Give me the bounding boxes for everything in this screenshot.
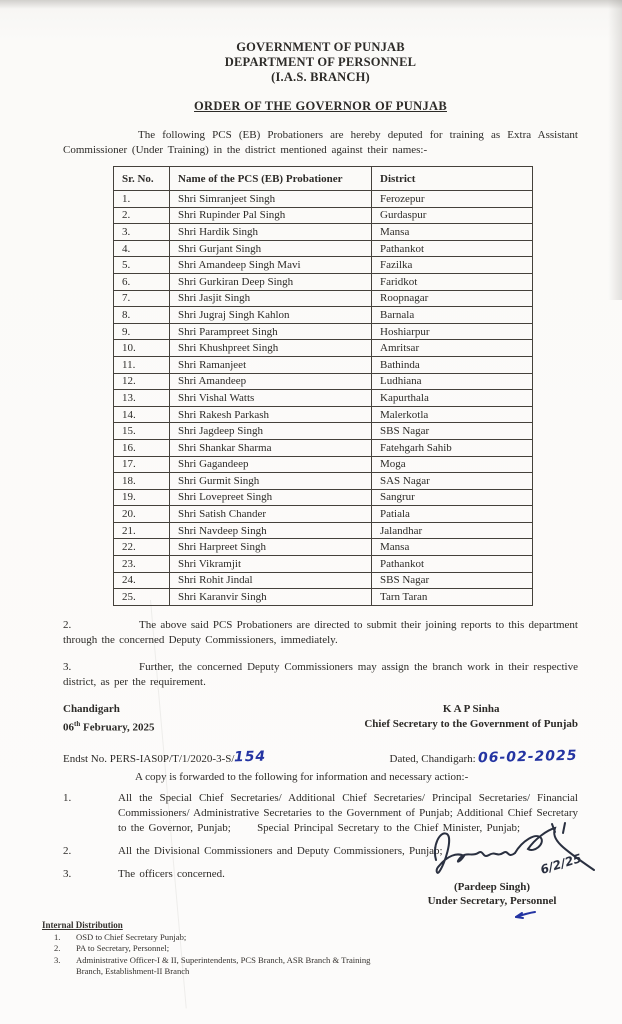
cell-district: Roopnagar <box>372 290 533 307</box>
dated-handwritten: 06-02-2025 <box>478 747 579 766</box>
letterhead <box>63 40 578 85</box>
cell-name: Shri Rakesh Parkash <box>170 406 372 423</box>
table-row <box>114 207 533 224</box>
internal-item <box>42 932 382 944</box>
cell-district: Tarn Taran <box>372 589 533 606</box>
cell-district: Mansa <box>372 539 533 556</box>
table-row <box>114 456 533 473</box>
cell-district: Hoshiarpur <box>372 323 533 340</box>
cell-name: Shri Shankar Sharma <box>170 439 372 456</box>
cell-name: Shri Amandeep <box>170 373 372 390</box>
cell-district: SBS Nagar <box>372 423 533 440</box>
table-header-row <box>114 167 533 191</box>
internal-item <box>42 943 382 955</box>
cell-sr: 24. <box>114 572 170 589</box>
table-row <box>114 556 533 573</box>
cell-name: Shri Jasjit Singh <box>170 290 372 307</box>
letterhead-line-1: GOVERNMENT OF PUNJAB <box>236 40 405 54</box>
letterhead-line-2: DEPARTMENT OF PERSONNEL <box>224 55 417 69</box>
endorsement-number <box>63 750 267 766</box>
cell-sr: 17. <box>114 456 170 473</box>
intro-paragraph: The following PCS (EB) Probationers are hereby deputed for training as Extra Assistant Commissioner (Under Training) in the district mentioned against their names:- <box>63 129 578 156</box>
paragraph-text: The above said PCS Probationers are directed to submit their joining reports to this department through the concerned Deputy Commissioners, immediately. <box>63 618 578 646</box>
col-header-sr: Sr. No. <box>114 167 170 191</box>
cell-sr: 19. <box>114 489 170 506</box>
internal-item-text: OSD to Chief Secretary Punjab; <box>76 931 187 942</box>
signature-date-note: 6/2/25 <box>538 851 584 877</box>
internal-item-number: 3. <box>54 954 61 965</box>
table-row <box>114 473 533 490</box>
cell-district: Pathankot <box>372 556 533 573</box>
internal-item-number: 1. <box>54 931 61 942</box>
cell-name: Shri Gurmit Singh <box>170 473 372 490</box>
endst-number-handwritten: 154 <box>234 748 267 765</box>
probationers-table <box>113 166 533 606</box>
table-row <box>114 439 533 456</box>
copy-item-text: All the Divisional Commissioners and Deputy Commissioners, Punjab; <box>118 844 443 857</box>
cell-district: Barnala <box>372 307 533 324</box>
table-row <box>114 522 533 539</box>
internal-item <box>42 955 382 978</box>
signoff-place: Chandigarh <box>63 702 120 715</box>
place-date-block <box>63 702 154 736</box>
signatory-name: (Pardeep Singh) <box>453 881 531 893</box>
table-row <box>114 191 533 208</box>
cell-district: Ludhiana <box>372 373 533 390</box>
cell-sr: 7. <box>114 290 170 307</box>
cell-name: Shri Amandeep Singh Mavi <box>170 257 372 274</box>
table-row <box>114 539 533 556</box>
table-row <box>114 224 533 241</box>
cell-sr: 15. <box>114 423 170 440</box>
cell-sr: 21. <box>114 522 170 539</box>
cell-name: Shri Gurjant Singh <box>170 240 372 257</box>
cell-sr: 13. <box>114 390 170 407</box>
cell-district: Malerkotla <box>372 406 533 423</box>
table-row <box>114 307 533 324</box>
dated-block <box>389 747 579 766</box>
officer-block <box>364 702 578 736</box>
cell-name: Shri Parampreet Singh <box>170 323 372 340</box>
signature-block <box>362 820 622 921</box>
cell-district: Gurdaspur <box>372 207 533 224</box>
cell-sr: 2. <box>114 207 170 224</box>
cell-name: Shri Rupinder Pal Singh <box>170 207 372 224</box>
officer-title: Chief Secretary to the Government of Punjab <box>364 717 578 730</box>
cell-district: Mansa <box>372 224 533 241</box>
numbered-paragraph <box>63 618 578 648</box>
cell-name: Shri Hardik Singh <box>170 224 372 241</box>
col-header-name: Name of the PCS (EB) Probationer <box>170 167 372 191</box>
cell-name: Shri Jagdeep Singh <box>170 423 372 440</box>
copy-item-number: 2. <box>63 844 72 857</box>
table-row <box>114 572 533 589</box>
internal-item-number: 2. <box>54 943 61 953</box>
internal-distribution-title: Internal Distribution <box>42 920 123 930</box>
cell-sr: 18. <box>114 473 170 490</box>
cell-district: Sangrur <box>372 489 533 506</box>
copy-item-text: The officers concerned. <box>118 867 225 880</box>
signatory-title: Under Secretary, Personnel <box>427 895 557 907</box>
cell-sr: 9. <box>114 323 170 340</box>
cell-sr: 3. <box>114 224 170 241</box>
cell-sr: 12. <box>114 373 170 390</box>
cell-name: Shri Satish Chander <box>170 506 372 523</box>
cell-district: Pathankot <box>372 240 533 257</box>
cell-name: Shri Gurkiran Deep Singh <box>170 273 372 290</box>
cell-sr: 1. <box>114 191 170 208</box>
cell-sr: 20. <box>114 506 170 523</box>
cell-sr: 8. <box>114 307 170 324</box>
cell-district: Fatehgarh Sahib <box>372 439 533 456</box>
internal-item-text: Administrative Officer-I & II, Superintendents, PCS Branch, ASR Branch & Training Branch, Establishment-II Branch <box>76 954 371 976</box>
cell-name: Shri Lovepreet Singh <box>170 489 372 506</box>
cell-name: Shri Harpreet Singh <box>170 539 372 556</box>
order-title: ORDER OF THE GOVERNOR OF PUNJAB <box>194 99 447 113</box>
cell-name: Shri Khushpreet Singh <box>170 340 372 357</box>
table-row <box>114 240 533 257</box>
col-header-district: District <box>372 167 533 191</box>
cell-sr: 4. <box>114 240 170 257</box>
scan-smudge-top <box>0 0 622 9</box>
copy-item-text: All the Special Chief Secretaries/ Additional Chief Secretaries/ Principal Secretaries/ Financial Commissioners/ Administrative Secretaries to the Government of Punjab; Additional Chief Secretary to the Governor, Punjab; Special Principal Secretary to the Chief Minister, Punjab; <box>118 791 578 834</box>
internal-item-text: PA to Secretary, Personnel; <box>76 943 170 953</box>
cell-sr: 16. <box>114 439 170 456</box>
cell-sr: 11. <box>114 356 170 373</box>
table-row <box>114 506 533 523</box>
cell-district: Patiala <box>372 506 533 523</box>
cell-sr: 22. <box>114 539 170 556</box>
table-row <box>114 340 533 357</box>
cell-name: Shri Karanvir Singh <box>170 589 372 606</box>
numbered-paragraph <box>63 660 578 690</box>
signoff-block <box>63 702 578 736</box>
signature-scribble <box>422 820 612 886</box>
cell-name: Shri Vishal Watts <box>170 390 372 407</box>
cell-name: Shri Jugraj Singh Kahlon <box>170 307 372 324</box>
cell-district: SBS Nagar <box>372 572 533 589</box>
cell-name: Shri Gagandeep <box>170 456 372 473</box>
cell-district: Kapurthala <box>372 390 533 407</box>
cell-name: Shri Simranjeet Singh <box>170 191 372 208</box>
cell-district: Fazilka <box>372 257 533 274</box>
scan-smudge-right <box>608 0 622 300</box>
copy-item-number: 3. <box>63 867 72 880</box>
table-row <box>114 423 533 440</box>
cell-district: Jalandhar <box>372 522 533 539</box>
paragraph-number: 2. <box>63 618 72 631</box>
cell-sr: 5. <box>114 257 170 274</box>
officer-name: K A P Sinha <box>442 702 500 715</box>
arrow-mark-icon <box>512 909 538 921</box>
cell-sr: 25. <box>114 589 170 606</box>
copy-forwarded-line: A copy is forwarded to the following for information and necessary action:- <box>135 770 469 783</box>
table-row <box>114 273 533 290</box>
cell-sr: 10. <box>114 340 170 357</box>
cell-sr: 6. <box>114 273 170 290</box>
paragraph-text: Further, the concerned Deputy Commissioners may assign the branch work in their respective district, as per the requirement. <box>63 660 578 688</box>
cell-name: Shri Rohit Jindal <box>170 572 372 589</box>
table-row <box>114 589 533 606</box>
table-row <box>114 290 533 307</box>
table-row <box>114 356 533 373</box>
paragraph-number: 3. <box>63 660 72 673</box>
cell-name: Shri Vikramjit <box>170 556 372 573</box>
cell-district: SAS Nagar <box>372 473 533 490</box>
cell-district: Moga <box>372 456 533 473</box>
table-row <box>114 390 533 407</box>
table-row <box>114 257 533 274</box>
dated-label: Dated, Chandigarh: <box>389 752 476 765</box>
signoff-date: 06th February, 2025 <box>63 719 155 734</box>
table-row <box>114 373 533 390</box>
cell-name: Shri Navdeep Singh <box>170 522 372 539</box>
endorsement-row <box>63 747 579 766</box>
endst-label: Endst No. PERS-IAS0P/T/1/2020-3-S/ <box>63 752 235 765</box>
letterhead-line-3: (I.A.S. BRANCH) <box>271 70 370 84</box>
cell-district: Amritsar <box>372 340 533 357</box>
cell-sr: 14. <box>114 406 170 423</box>
table-row <box>114 323 533 340</box>
table-row <box>114 489 533 506</box>
cell-sr: 23. <box>114 556 170 573</box>
cell-district: Bathinda <box>372 356 533 373</box>
internal-distribution <box>42 920 382 978</box>
cell-name: Shri Ramanjeet <box>170 356 372 373</box>
copy-item-number: 1. <box>63 791 72 804</box>
cell-district: Ferozepur <box>372 191 533 208</box>
table-row <box>114 406 533 423</box>
cell-district: Faridkot <box>372 273 533 290</box>
